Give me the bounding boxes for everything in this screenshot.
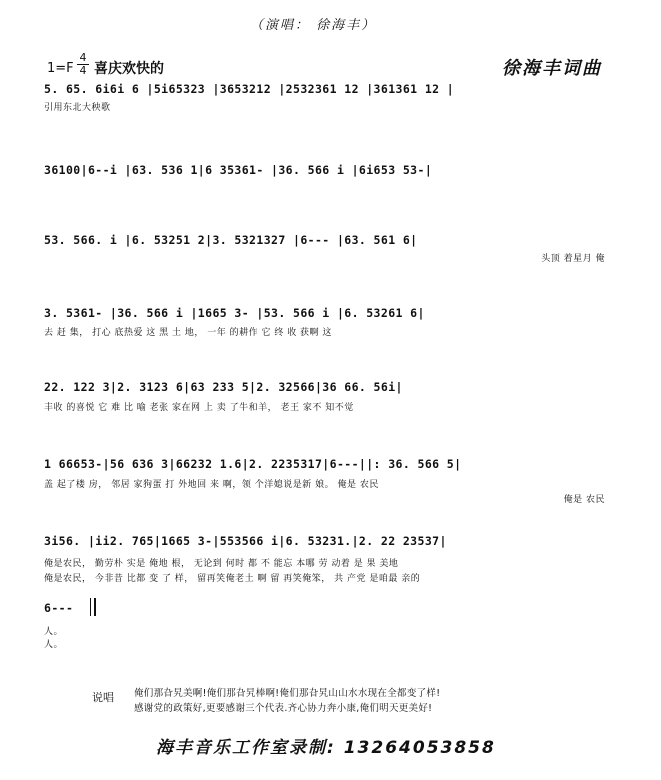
- lyric-line: 去 赶 集， 打心 底热爱 这 黑 土 地， 一年 的耕作 它 终 收 获啊 这: [44, 328, 332, 338]
- lyric-line: 人。: [44, 640, 64, 650]
- tempo-marking: 喜庆欢快的: [94, 61, 164, 77]
- singer-credit: （演唱： 徐海丰）: [250, 18, 377, 33]
- lyric-line: 引用东北大秧歌: [44, 103, 111, 113]
- key-signature: 1=F: [47, 61, 74, 76]
- notation-row: 6---: [44, 601, 74, 615]
- notation-row: 3. 5361- |36. 566 i |1665 3- |53. 566 i |6. 53261 6|: [44, 306, 425, 320]
- rap-line: 俺们那旮旯美啊!俺们那旮旯棒啊!俺们那旮旯山山水水现在全都变了样!: [134, 688, 441, 699]
- notation-row: 53. 566. i |6. 53251 2|3. 5321327 |6--- |63. 561 6|: [44, 233, 418, 247]
- time-signature-bottom: 4: [79, 64, 87, 77]
- lyric-line: 丰收 的喜悦 它 难 比 喻 老张 家在网 上 卖 了牛和羊， 老王 家不 知不觉: [44, 403, 354, 413]
- notation-row: 3i56. |ii2. 765|1665 3-|553566 i|6. 53231.|2. 22 23537|: [44, 534, 447, 548]
- notation-row: 36100|6--i |63. 536 1|6 35361- |36. 566 i |6i653 53-|: [44, 163, 433, 177]
- rap-line: 感谢党的政策好,更要感谢三个代表.齐心协力奔小康,俺们明天更美好!: [134, 703, 433, 714]
- lyric-line: 俺是农民， 今非昔 比都 变 了 样， 留再笑俺老土 啊 留 再笑俺笨， 共 产党 是咱最 亲的: [44, 574, 421, 584]
- notation-row: 5. 65. 6i6i 6 |5i65323 |3653212 |2532361 12 |361361 12 |: [44, 82, 455, 96]
- lyric-line: 俺是 农民: [563, 495, 605, 505]
- time-signature: [76, 52, 90, 77]
- studio-credit: 海丰音乐工作室录制: 13264053858: [156, 738, 496, 758]
- lyric-line: 人。: [44, 627, 64, 637]
- rap-label: 说唱: [92, 691, 114, 704]
- notation-row: 22. 122 3|2. 3123 6|63 233 5|2. 32566|36 66. 56i|: [44, 380, 403, 394]
- lyric-line: 头顶 着星月 俺: [541, 254, 605, 264]
- composer-credit: 徐海丰词曲: [502, 58, 602, 79]
- lyric-line: 盖 起了楼 房， 邻居 家狗蛋 打 外地回 来 啊，领 个洋媳说是新 娘。 俺是 农民: [44, 480, 379, 490]
- lyric-line: 俺是农民， 勤劳朴 实是 俺地 根， 无论到 何时 都 不 能忘 本哪 劳 动着 是 果 美地: [44, 559, 399, 569]
- final-barline: [90, 598, 96, 616]
- notation-row: 1 66653-|56 636 3|66232 1.6|2. 2235317|6---||: 36. 566 5|: [44, 457, 462, 471]
- time-signature-top: 4: [79, 51, 87, 64]
